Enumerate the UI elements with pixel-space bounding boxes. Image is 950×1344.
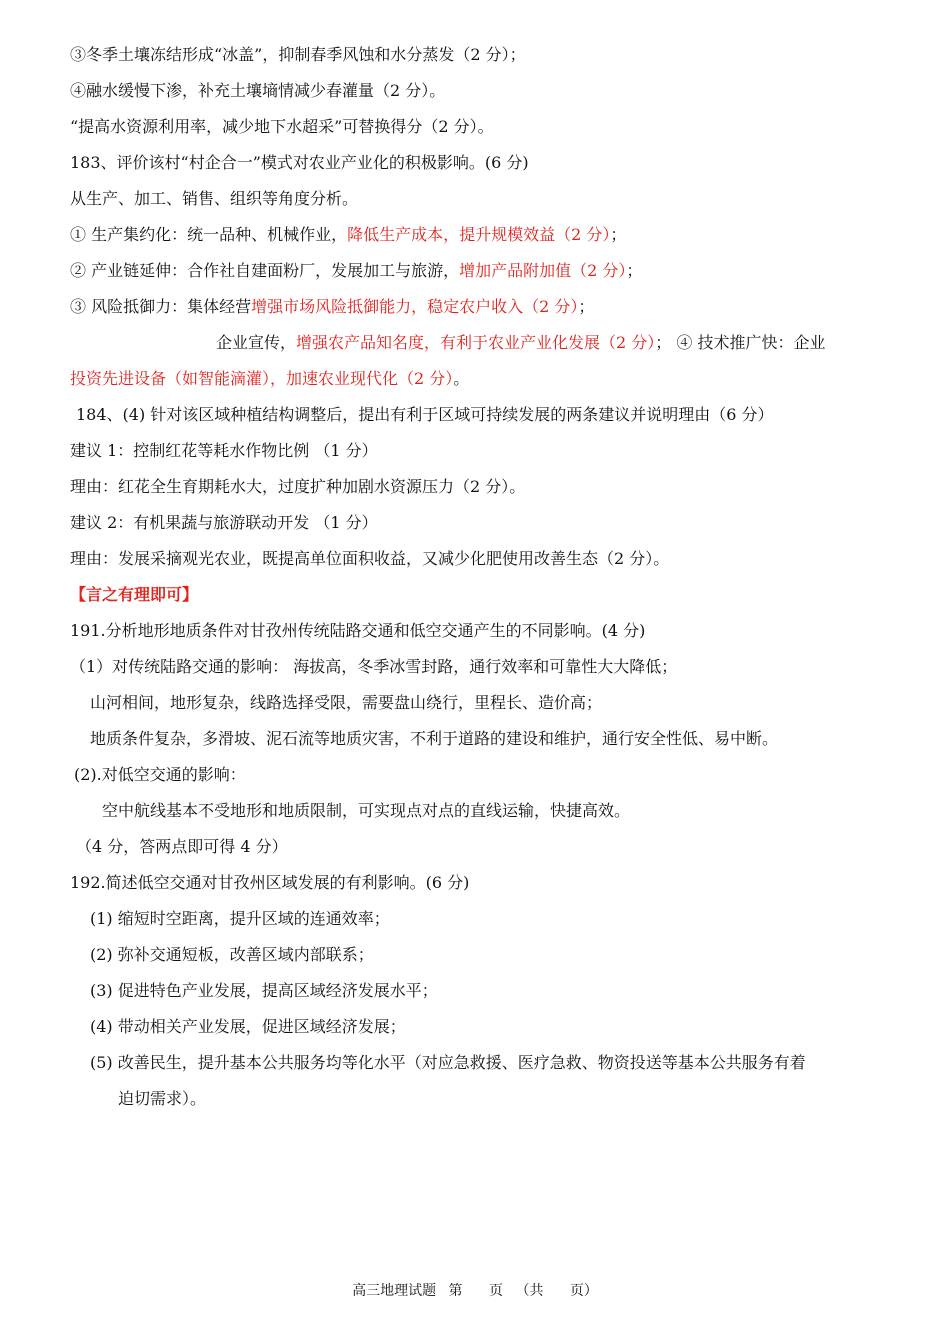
question-191: 191.分析地形地质条件对甘孜州传统陆路交通和低空交通产生的不同影响。(4 分): [70, 621, 646, 640]
answer-text: ② 产业链延伸：合作社自建面粉厂，发展加工与旅游，: [70, 261, 460, 280]
answer-line-mixed: [70, 224, 626, 246]
question-192: 192.简述低空交通对甘孜州区域发展的有利影响。(6 分): [70, 873, 470, 892]
footer-page-label: 第: [448, 1283, 463, 1299]
answer-line: 建议 1：控制红花等耗水作物比例 （1 分）: [70, 441, 378, 460]
answer-line: ③冬季土壤冻结形成“冰盖”，抑制春季风蚀和水分蒸发（2 分）；: [70, 45, 526, 64]
answer-line: (1) 缩短时空距离，提升区域的连通效率；: [90, 909, 390, 928]
key-point: 增强农产品知名度，有利于农业产业化发展（2 分）: [296, 333, 656, 352]
key-point: 增强市场风险抵御能力，稳定农户收入（2 分）: [251, 297, 579, 316]
answer-line-mixed: [70, 296, 594, 318]
answer-line: “提高水资源利用率，减少地下水超采”可替换得分（2 分）。: [70, 117, 494, 136]
answer-line-mixed: [216, 332, 825, 354]
question-184: 184、(4) 针对该区域种植结构调整后，提出有利于区域可持续发展的两条建议并说明理由（6 分）: [76, 405, 774, 424]
answer-line: 山河相间，地形复杂，线路选择受限，需要盘山绕行，里程长、造价高；: [90, 693, 603, 712]
answer-line: ④融水缓慢下渗，补充土壤墒情减少春灌量（2 分）。: [70, 81, 446, 100]
footer-total-label: （共: [515, 1283, 544, 1299]
answer-text: ；: [610, 225, 627, 244]
answer-line: 迫切需求）。: [118, 1089, 207, 1108]
answer-text: 。: [453, 369, 470, 388]
page-footer: [0, 1281, 950, 1301]
answer-line: 建议 2：有机果蔬与旅游联动开发 （1 分）: [70, 513, 378, 532]
footer-total-suffix: 页）: [569, 1283, 598, 1299]
answer-text: ③ 风险抵御力：集体经营: [70, 297, 252, 316]
answer-line-mixed: [70, 368, 469, 390]
footer-page-suffix: 页: [489, 1283, 503, 1299]
answer-line: (5) 改善民生，提升基本公共服务均等化水平（对应急救援、医疗急救、物资投送等基本公共服务有着: [90, 1053, 806, 1072]
footer-subject: 高三地理试题: [352, 1283, 437, 1299]
key-point: 降低生产成本，提升规模效益（2 分）: [347, 225, 611, 244]
answer-line: 地质条件复杂，多滑坡、泥石流等地质灾害，不利于道路的建设和维护，通行安全性低、易中断。: [90, 729, 779, 748]
answer-text: ； ④ 技术推广快：企业: [655, 333, 826, 352]
answer-line: (3) 促进特色产业发展，提高区域经济发展水平；: [90, 981, 438, 1000]
answer-line: （1）对传统陆路交通的影响： 海拔高，冬季冰雪封路，通行效率和可靠性大大降低；: [70, 657, 678, 676]
answer-text: ；: [626, 261, 643, 280]
answer-line: （4 分，答两点即可得 4 分）: [76, 837, 288, 856]
answer-line: (2) 弥补交通短板，改善区域内部联系；: [90, 945, 374, 964]
answer-text: 企业宣传，: [216, 333, 297, 352]
answer-line: 从生产、加工、销售、组织等角度分析。: [70, 189, 359, 208]
answer-line-mixed: [70, 260, 642, 282]
answer-text: ① 生产集约化：统一品种、机械作业，: [70, 225, 348, 244]
answer-line: 理由：红花全生育期耗水大，过度扩种加剧水资源压力（2 分）。: [70, 477, 526, 496]
answer-text: ；: [578, 297, 595, 316]
answer-line: 理由：发展采摘观光农业，既提高单位面积收益，又减少化肥使用改善生态（2 分）。: [70, 549, 670, 568]
key-point: 增加产品附加值（2 分）: [459, 261, 627, 280]
question-183: 183、评价该村“村企合一”模式对农业产业化的积极影响。(6 分): [70, 153, 529, 172]
answer-line: (4) 带动相关产业发展，促进区域经济发展；: [90, 1017, 406, 1036]
key-point: 投资先进设备（如智能滴灌），加速农业现代化（2 分）: [70, 369, 454, 388]
grading-note: 【言之有理即可】: [70, 585, 199, 604]
answer-line: 空中航线基本不受地形和地质限制，可实现点对点的直线运输，快捷高效。: [102, 801, 631, 820]
answer-line: (2).对低空交通的影响：: [74, 765, 246, 784]
